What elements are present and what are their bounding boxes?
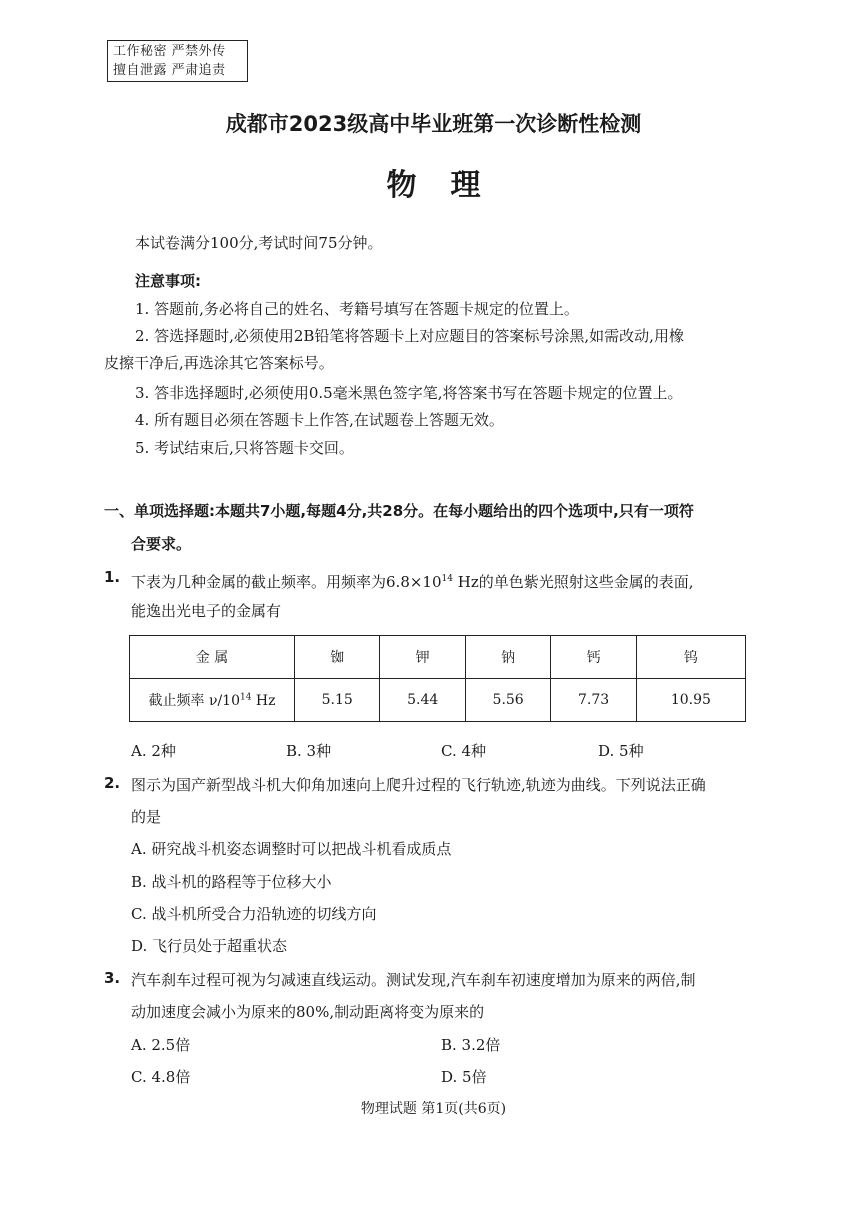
table-header-cell: 钠 [465,636,550,679]
option-b: B. 3.2倍 [441,1036,501,1054]
option-d: D. 飞行员处于超重状态 [131,937,288,955]
confidentiality-stamp [107,40,248,82]
stamp-line: 工作秘密 严禁外传 [113,44,226,59]
table-row [130,636,746,679]
table-cell: 5.15 [295,679,380,722]
option-b: B. 3种 [286,742,332,760]
table-header-cell: 钙 [551,636,636,679]
note-item: 2. 答选择题时,必须使用2B铅笔将答题卡上对应题目的答案标号涂黑,如需改动,用橡 [135,327,684,345]
question-2-text: 图示为国产新型战斗机大仰角加速向上爬升过程的飞行轨迹,轨迹为曲线。下列说法正确 [131,776,706,794]
question-2-text-cont: 的是 [131,808,162,826]
table-row-label [130,679,295,722]
question-text-part: 下表为几种金属的截止频率。用频率为6.8×10 [131,573,442,591]
subject-title: 物理 [386,168,515,203]
question-3-text: 汽车刹车过程可视为匀减速直线运动。测试发现,汽车刹车初速度增加为原来的两倍,制 [131,971,696,989]
table-cell: 10.95 [636,679,745,722]
option-c: C. 战斗机所受合力沿轨迹的切线方向 [131,905,377,923]
option-c: C. 4种 [441,742,487,760]
table-cell: 5.44 [380,679,465,722]
exponent: 14 [441,574,453,584]
table-cell: 5.56 [465,679,550,722]
table-header-cell: 铷 [295,636,380,679]
exponent: 14 [240,692,252,703]
question-text-part: Hz的单色紫光照射这些金属的表面, [452,573,694,591]
section-heading: 一、单项选择题:本题共7小题,每题4分,共28分。在每小题给出的四个选项中,只有一项符 [104,502,694,520]
table-row [130,679,746,722]
option-b: B. 战斗机的路程等于位移大小 [131,873,332,891]
page-footer: 物理试题 第1页(共6页) [360,1101,507,1117]
exam-intro: 本试卷满分100分,考试时间75分钟。 [135,234,383,252]
option-d: D. 5种 [598,742,644,760]
option-a: A. 研究战斗机姿态调整时可以把战斗机看成质点 [131,840,452,858]
table-header-cell: 钨 [636,636,745,679]
notes-heading: 注意事项: [135,272,201,290]
row-label-part: 截止频率 ν/10 [148,693,240,709]
option-d: D. 5倍 [441,1068,487,1086]
question-number: 3. [104,969,121,987]
exam-title: 成都市2023级高中毕业班第一次诊断性检测 [225,112,642,136]
table-header-cell: 钾 [380,636,465,679]
cutoff-frequency-table [129,635,746,722]
row-label-part: Hz [251,693,276,709]
table-cell: 7.73 [551,679,636,722]
question-number: 2. [104,774,121,792]
note-item: 5. 考试结束后,只将答题卡交回。 [135,439,354,457]
option-a: A. 2.5倍 [131,1036,191,1054]
question-1-text [131,568,694,593]
note-item: 3. 答非选择题时,必须使用0.5毫米黑色签字笔,将答案书写在答题卡规定的位置上。 [135,384,683,402]
question-number: 1. [104,568,121,586]
stamp-line: 擅自泄露 严肃追责 [113,63,226,78]
question-3-text-cont: 动加速度会减小为原来的80%,制动距离将变为原来的 [131,1003,485,1021]
option-a: A. 2种 [131,742,176,760]
section-heading-cont: 合要求。 [131,535,192,553]
note-item: 1. 答题前,务必将自己的姓名、考籍号填写在答题卡规定的位置上。 [135,300,579,318]
table-header-cell: 金 属 [130,636,295,679]
question-1-text-cont: 能逸出光电子的金属有 [131,602,282,620]
note-item: 皮擦干净后,再选涂其它答案标号。 [104,354,334,372]
option-c: C. 4.8倍 [131,1068,191,1086]
note-item: 4. 所有题目必须在答题卡上作答,在试题卷上答题无效。 [135,411,504,429]
